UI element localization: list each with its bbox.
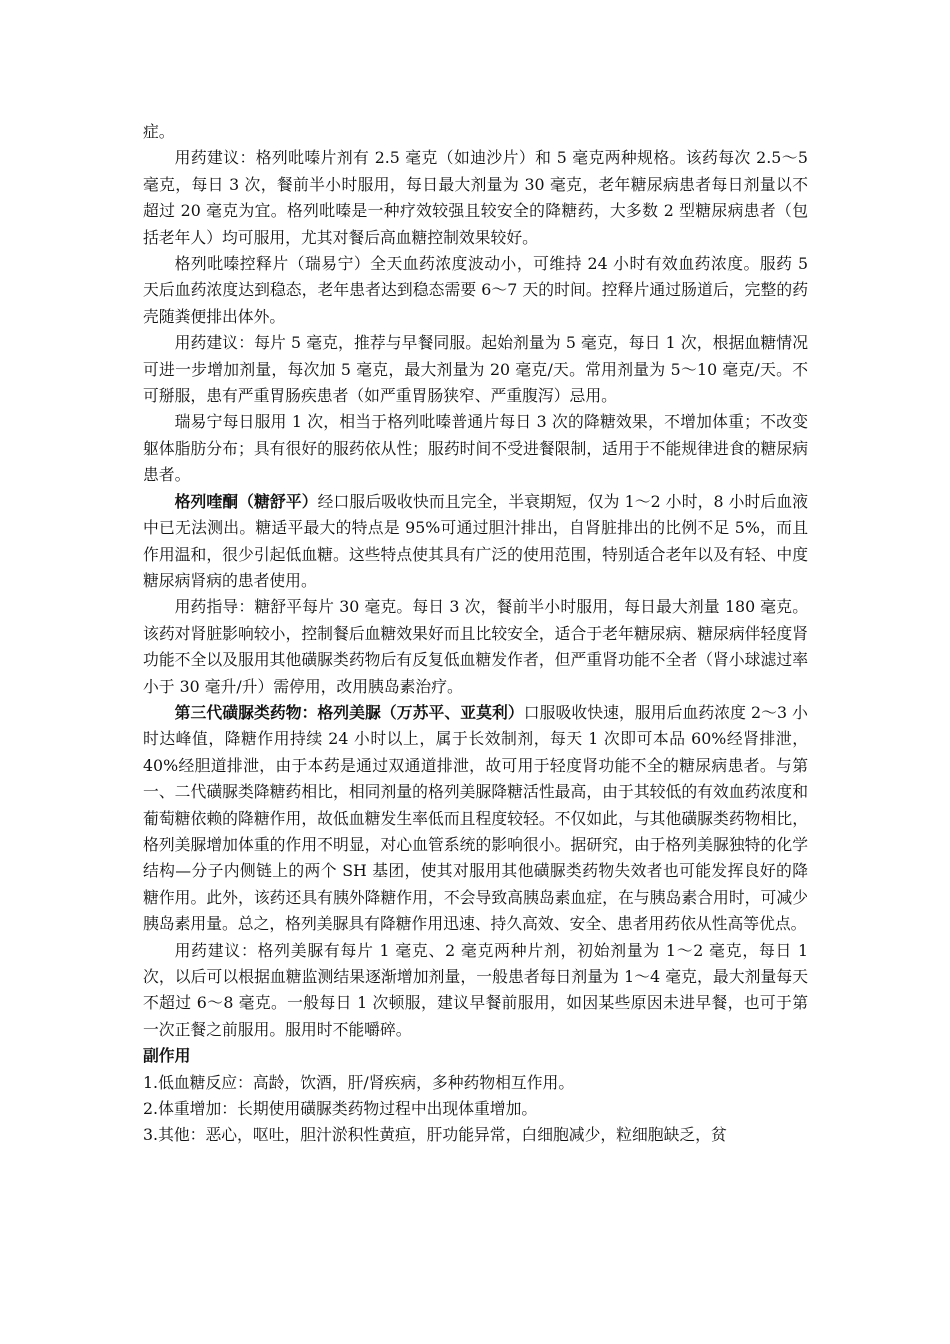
gliquidone-text: 经口服后吸收快而且完全，半衰期短，仅为 1～2 小时，8 小时后血液中已无法测出。糖适平最大的特点是 95%可通过胆汁排出，自肾脏排出的比例不足 5%，而且作用温和，很少引起低血糖。这些特点使其具有广泛的使用范围，特别适合老年以及有轻、中度糖尿病肾病的患者使用。 xyxy=(143,491,808,590)
paragraph-gliquidone-guidance: 用药指导：糖舒平每片 30 毫克。每日 3 次，餐前半小时服用，每日最大剂量 180 毫克。该药对肾脏影响较小，控制餐后血糖效果好而且比较安全，适合于老年糖尿病、糖尿病伴轻度肾功能不全以及服用其他磺脲类药物后有反复低血糖发作者，但严重肾功能不全者（肾小球滤过率小于 30 毫升/升）需停用，改用胰岛素治疗。 xyxy=(143,597,808,696)
side-effect-item-2: 2.体重增加：长期使用磺脲类药物过程中出现体重增加。 xyxy=(143,1099,538,1119)
paragraph-glucotrol-xl: 瑞易宁每日服用 1 次，相当于格列吡嗪普通片每日 3 次的降糖效果，不增加体重；不改变躯体脂肪分布；具有很好的服药依从性；服药时间不受进餐限制，适用于不能规律进食的糖尿病患者。 xyxy=(143,412,808,485)
paragraph-glipizide-er-dosage: 用药建议：每片 5 毫克，推荐与早餐同服。起始剂量为 5 毫克，每日 1 次，根据血糖情况可进一步增加剂量，每次加 5 毫克，最大剂量为 20 毫克/天。常用剂量为 5～10 毫克/天。不可掰服，患有严重胃肠疾患者（如严重胃肠狭窄、严重腹泻）忌用。 xyxy=(143,333,808,406)
paragraph-gliquidone xyxy=(143,489,808,595)
side-effect-item-1: 1.低血糖反应：高龄，饮酒，肝/肾疾病，多种药物相互作用。 xyxy=(143,1072,575,1092)
gliquidone-term: 格列喹酮（糖舒平） xyxy=(174,491,318,511)
glimepiride-text: 口服吸收快速，服用后血药浓度 2～3 小时达峰值，降糖作用持续 24 小时以上，属于长效制剂，每天 1 次即可本品 60%经肾排泄，40%经胆道排泄，由于本药是通过双通道排泄，故可用于轻度肾功能不全的糖尿病患者。与第一、二代磺脲类降糖药相比，相同剂量的格列美脲降糖活性最高，由于其较低的有效血药浓度和葡萄糖依赖的降糖作用，故低血糖发生率低而且程度较轻。不仅如此，与其他磺脲类药物相比，格列美脲增加体重的作用不明显，对心血管系统的影响很小。据研究，由于格列美脲独特的化学结构—分子内侧链上的两个 SH 基团，使其对服用其他磺脲类药物失效者也可能发挥良好的降糖作用。此外，该药还具有胰外降糖作用，不会导致高胰岛素血症，在与胰岛素合用时，可减少胰岛素用量。总之，格列美脲具有降糖作用迅速、持久高效、安全、患者用药依从性高等优点。 xyxy=(143,702,808,934)
side-effect-item-3: 3.其他：恶心，呕吐，胆汁淤积性黄疸，肝功能异常，白细胞减少，粒细胞缺乏，贫 xyxy=(143,1125,727,1145)
paragraph-glipizide-dosage: 用药建议：格列吡嗪片剂有 2.5 毫克（如迪沙片）和 5 毫克两种规格。该药每次 2.5～5 毫克，每日 3 次，餐前半小时服用，每日最大剂量为 30 毫克，老年糖尿病患者每日剂量以不超过 20 毫克为宜。格列吡嗪是一种疗效较强且较安全的降糖药，大多数 2 型糖尿病患者（包括老年人）均可服用，尤其对餐后高血糖控制效果较好。 xyxy=(143,148,808,247)
side-effects-heading: 副作用 xyxy=(143,1046,191,1066)
paragraph-glipizide-er: 格列吡嗪控释片（瑞易宁）全天血药浓度波动小，可维持 24 小时有效血药浓度。服药 5 天后血药浓度达到稳态，老年患者达到稳态需要 6～7 天的时间。控释片通过肠道后，完整的药壳随粪便排出体外。 xyxy=(143,254,808,326)
paragraph-glimepiride xyxy=(143,700,808,938)
paragraph-continuation: 症。 xyxy=(143,122,175,141)
paragraph-glimepiride-dosage: 用药建议：格列美脲有每片 1 毫克、2 毫克两种片剂，初始剂量为 1～2 毫克，每日 1 次，以后可以根据血糖监测结果逐渐增加剂量，一般患者每日剂量为 1～4 毫克，最大剂量每天不超过 6～8 毫克。一般每日 1 次顿服，建议早餐前服用，如因某些原因未进早餐，也可于第一次正餐之前服用。服用时不能嚼碎。 xyxy=(143,940,808,1039)
document-page xyxy=(143,119,808,1149)
glimepiride-term: 第三代磺脲类药物：格列美脲（万苏平、亚莫利） xyxy=(174,702,524,722)
